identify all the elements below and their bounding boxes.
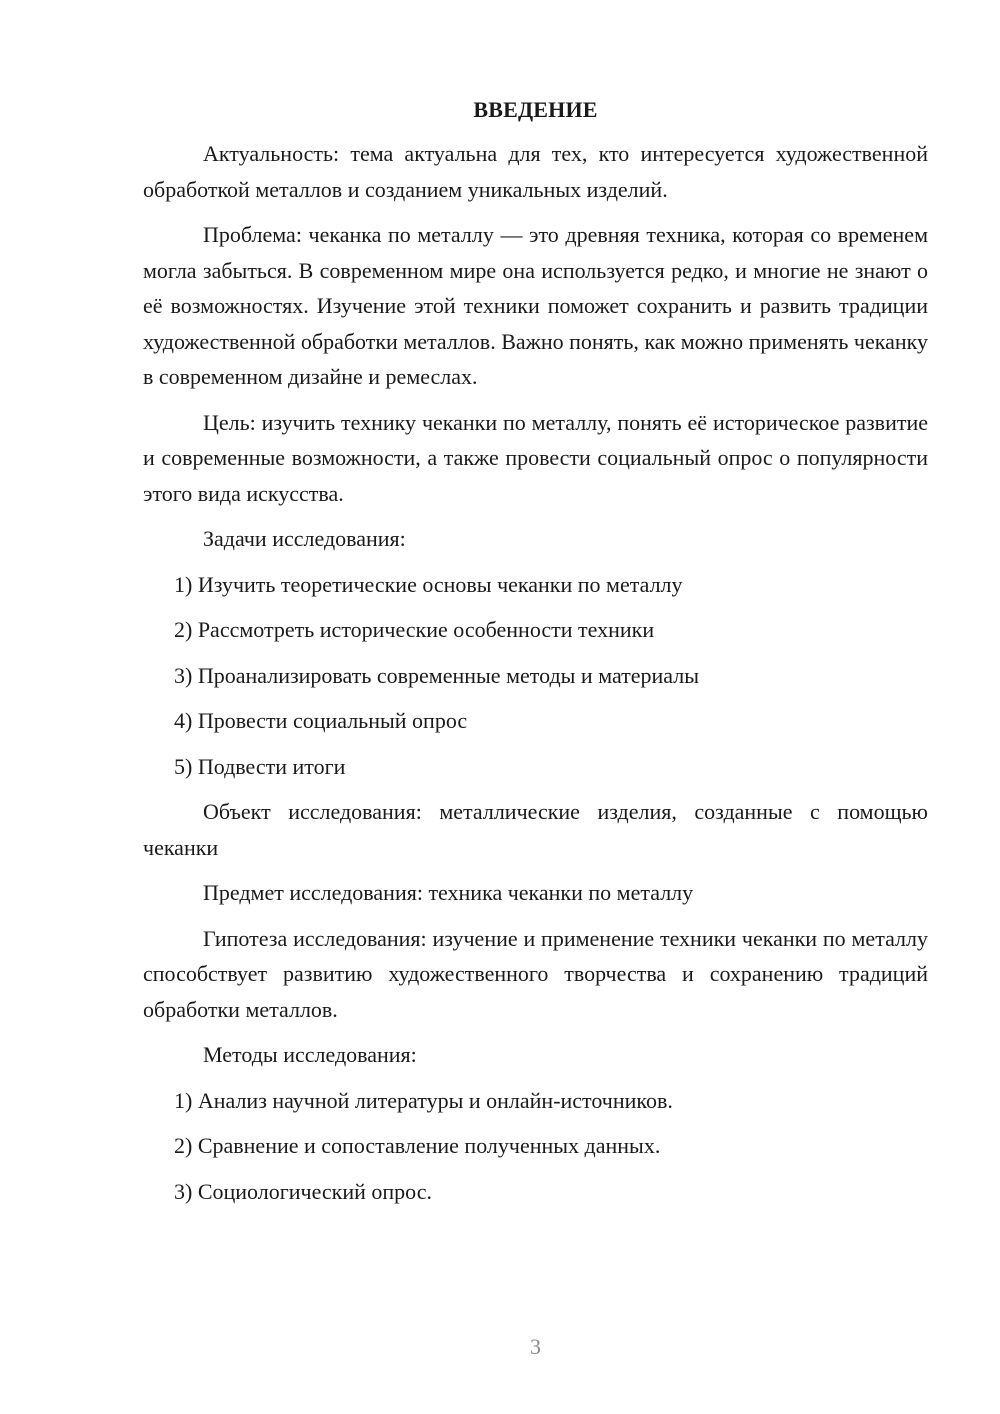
object-paragraph: Объект исследования: металлические изделия, созданные с помощью чеканки xyxy=(143,799,928,860)
list-item: 4) Провести социальный опрос xyxy=(174,708,468,733)
hypothesis-paragraph: Гипотеза исследования: изучение и применение техники чеканки по металлу способствует развитию художественного творчества и сохранению традиций обработки металлов. xyxy=(143,925,928,1022)
page-title: ВВЕДЕНИЕ xyxy=(473,97,598,122)
subject-paragraph: Предмет исследования: техника чеканки по металлу xyxy=(203,880,694,905)
list-item: 1) Анализ научной литературы и онлайн-источников. xyxy=(174,1087,673,1113)
relevance-paragraph: Актуальность: тема актуальна для тех, кто интересуется художественной обработкой металлов и созданием уникальных изделий. xyxy=(143,141,928,202)
methods-list xyxy=(143,1083,928,1210)
document-page xyxy=(143,92,928,1219)
tasks-list xyxy=(143,567,928,785)
tasks-label: Задачи исследования: xyxy=(203,526,406,551)
list-item: 2) Рассмотреть исторические особенности техники xyxy=(174,617,655,642)
problem-paragraph: Проблема: чеканка по металлу — это древняя техника, которая со временем могла забыться. В современном мире она используется редко, и многие не знают о её возможностях. Изучение этой техники поможет сохранить и развить традиции художественной обработки металлов. Важно понять, как можно применять чеканку в современном дизайне и ремеслах. xyxy=(143,222,928,389)
methods-label: Методы исследования: xyxy=(203,1042,417,1067)
page-number: 3 xyxy=(530,1334,541,1359)
list-item: 3) Проанализировать современные методы и материалы xyxy=(174,662,700,688)
list-item: 5) Подвести итоги xyxy=(174,753,346,779)
list-item: 3) Социологический опрос. xyxy=(174,1178,432,1204)
list-item: 1) Изучить теоретические основы чеканки по металлу xyxy=(174,571,683,597)
goal-paragraph: Цель: изучить технику чеканки по металлу, понять её историческое развитие и современные возможности, а также провести социальный опрос о популярности этого вида искусства. xyxy=(143,409,928,506)
list-item: 2) Сравнение и сопоставление полученных данных. xyxy=(174,1133,661,1158)
